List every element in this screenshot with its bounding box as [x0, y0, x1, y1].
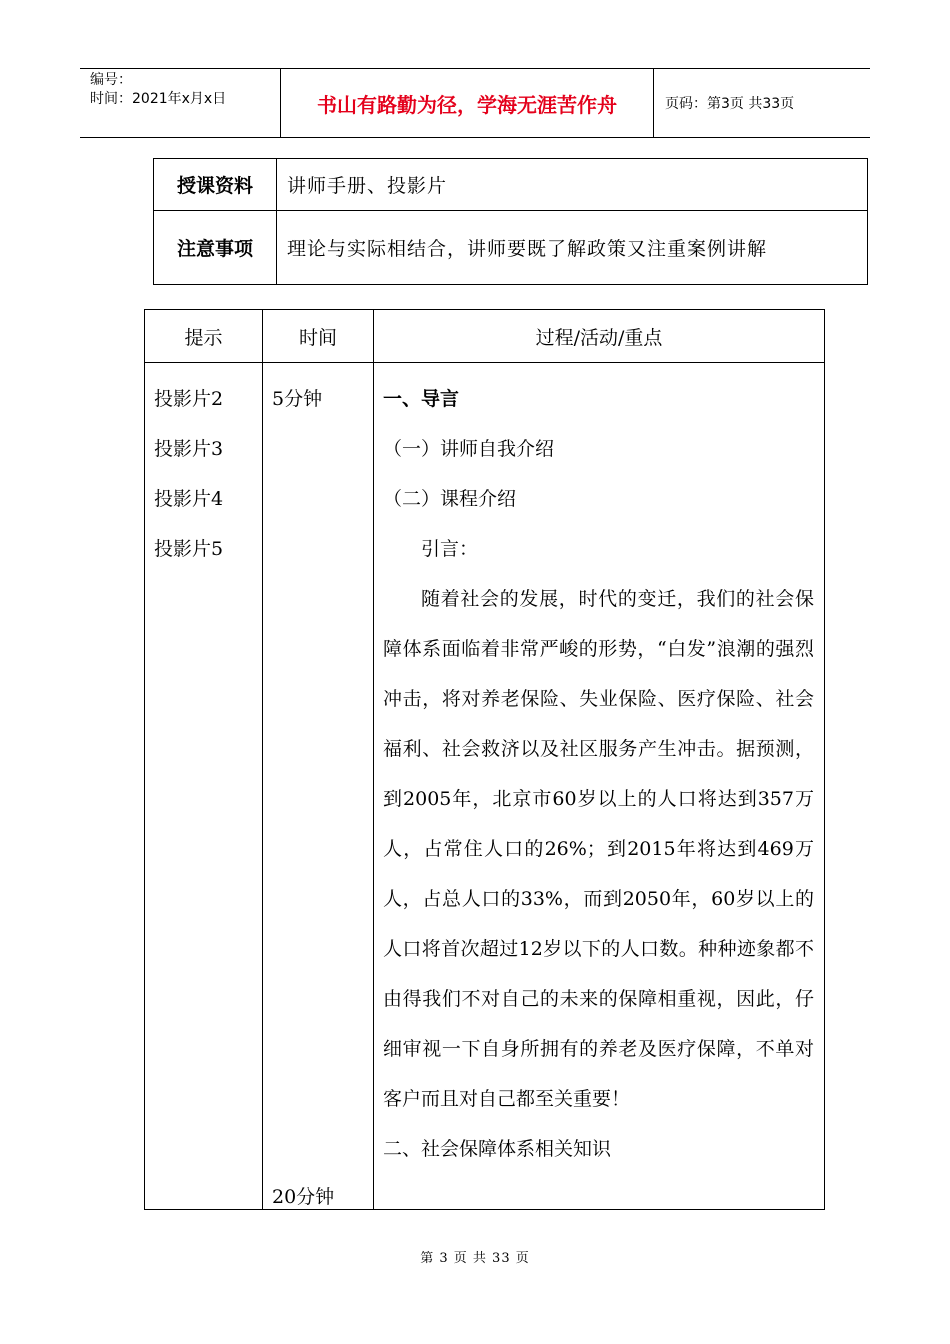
subsection-title: （二）课程介绍	[383, 488, 517, 510]
info-value: 理论与实际相结合，讲师要既了解政策又注重案例讲解	[277, 211, 868, 285]
header-time: 时间	[263, 310, 374, 363]
header-process: 过程/活动/重点	[374, 310, 825, 363]
info-key: 注意事项	[154, 211, 277, 285]
slide-ref: 投影片2	[154, 388, 224, 410]
info-row-materials	[154, 159, 868, 211]
info-row-notes	[154, 211, 868, 285]
info-table	[153, 158, 868, 285]
info-value: 讲师手册、投影片	[277, 159, 868, 211]
header-motto: 书山有路勤为径，学海无涯苦作舟	[281, 69, 654, 137]
header-page-info: 页码：第3页 共33页	[665, 96, 795, 112]
intro-paragraph: 随着社会的发展，时代的变迁，我们的社会保障体系面临着非常严峻的形势，“白发”浪潮的强烈冲击，将对养老保险、失业保险、医疗保险、社会福利、社会救济以及社区服务产生冲击。据预测，到2005年，北京市60岁以上的人口将达到357万人，占常住人口的26%；到2015年将达到469万人，占总人口的33%，而到2050年，60岁以上的人口将首次超过12岁以下的人口数。种种迹象都不由得我们不对自己的未来的保障相重视，因此，仔细审视一下自身所拥有的养老及医疗保障，不单对客户而且对自己都至关重要！	[383, 588, 814, 1110]
slide-ref: 投影片4	[154, 488, 224, 510]
slide-ref: 投影片5	[154, 538, 224, 560]
header-hint: 提示	[145, 310, 263, 363]
lesson-table	[144, 309, 825, 1210]
slides-column	[145, 363, 263, 1210]
header-meta	[80, 69, 281, 137]
lesson-header-row	[145, 310, 825, 363]
number-label: 编号：	[90, 72, 132, 88]
time-5min: 5分钟	[272, 388, 323, 410]
intro-label: 引言：	[421, 538, 479, 560]
page-header	[80, 68, 870, 138]
slide-ref: 投影片3	[154, 438, 224, 460]
time-20min: 20分钟	[272, 1186, 335, 1208]
process-column	[374, 363, 825, 1210]
time-label: 时间：2021年x月x日	[90, 91, 227, 107]
section-title: 二、社会保障体系相关知识	[383, 1138, 612, 1160]
lesson-body-row	[145, 363, 825, 1210]
info-key: 授课资料	[154, 159, 277, 211]
page-footer: 第 3 页 共 33 页	[420, 1251, 530, 1266]
section-title: 一、导言	[383, 388, 460, 410]
subsection-title: （一）讲师自我介绍	[383, 438, 555, 460]
time-column	[263, 363, 374, 1210]
